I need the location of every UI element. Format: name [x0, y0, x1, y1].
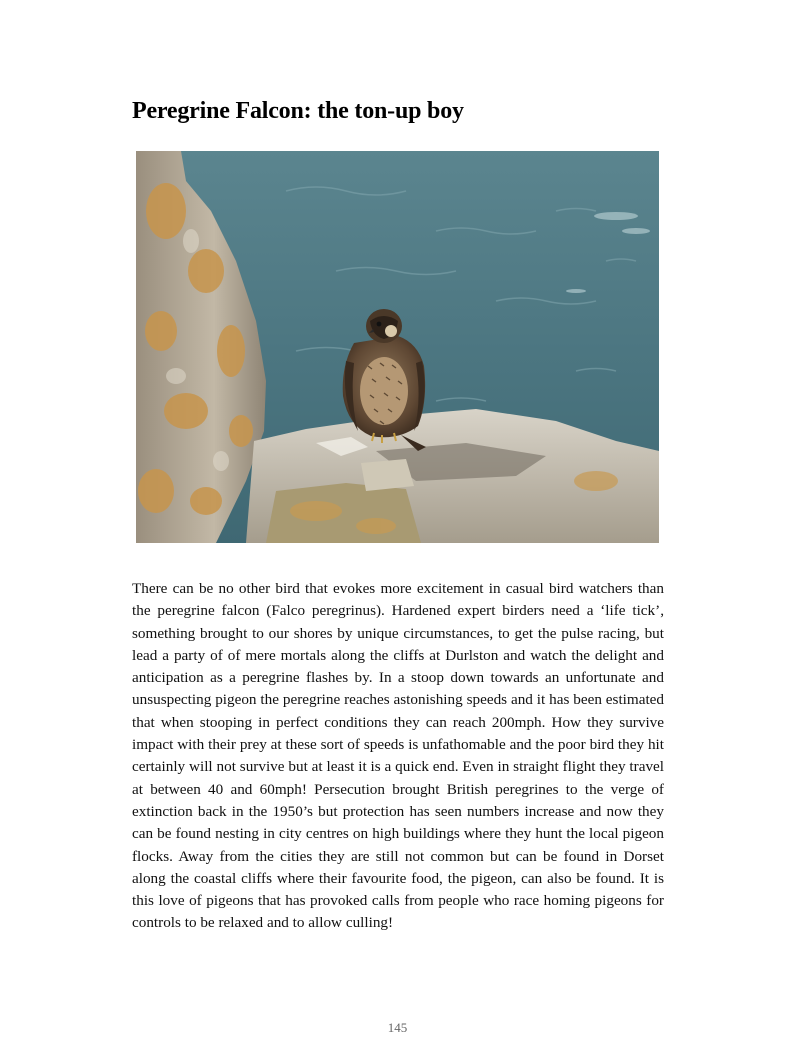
- page-number: 145: [387, 1020, 408, 1035]
- page-title: Peregrine Falcon: the ton-up boy: [132, 98, 464, 124]
- peregrine-falcon-photo: [136, 151, 659, 543]
- article-body: There can be no other bird that evokes more excitement in casual bird watchers than the peregrine falcon (Falco peregrinus). Hardened expert birders need a ‘life tick’, something brought to our shores by unique circumstances, to get the pulse racing, but lead a party of of mere mortals along the cliffs at Durlston and watch the delight and anticipation as a peregrine flashes by. In a stoop down towards an unfortunate and unsuspecting pigeon the peregrine reaches astonishing speeds and it has been estimated that when stooping in perfect conditions they can reach 200mph. How they survive impact with their prey at these sort of speeds is unfathomable and the poor bird they hit certainly will not survive but at least it is a quick end. Even in straight flight they travel at between 40 and 60mph! Persecution brought British peregrines to the verge of extinction back in the 1950’s but protection has seen numbers increase and now they can be found nesting in city centres on high buildings where they hunt the local pigeon flocks. Away from the cities they are still not common but can be found in Dorset along the coastal cliffs where their favourite food, the pigeon, can also be found. It is this love of pigeons that has provoked calls from people who race homing pigeons for controls to be relaxed and to allow culling!: [132, 580, 664, 932]
